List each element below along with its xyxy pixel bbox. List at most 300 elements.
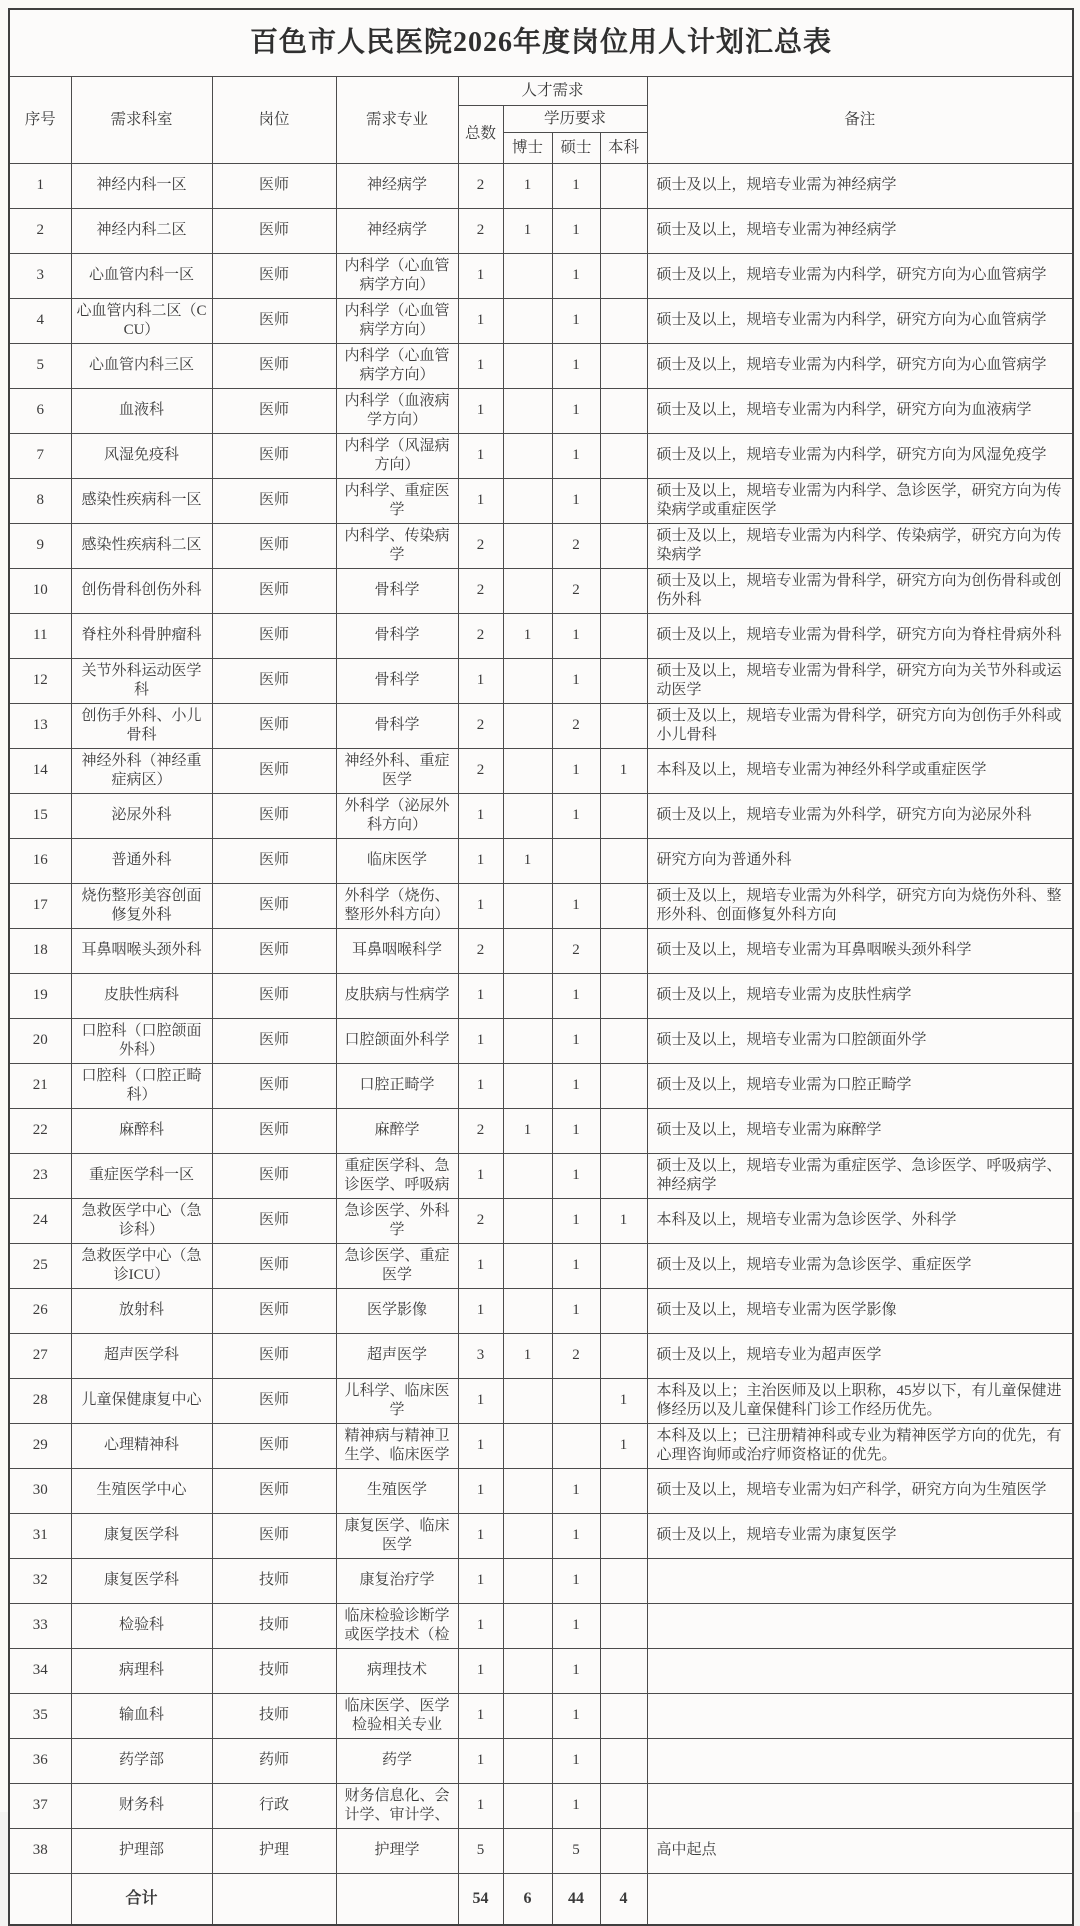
cell-bachelor [600, 1784, 647, 1829]
cell-total: 1 [458, 254, 503, 299]
cell-major: 骨科学 [336, 569, 458, 614]
table-row [9, 884, 1073, 929]
table-row [9, 344, 1073, 389]
cell-phd [503, 974, 552, 1019]
cell-total: 1 [458, 1604, 503, 1649]
cell-remark: 高中起点 [647, 1829, 1073, 1874]
cell-seq: 9 [9, 524, 71, 569]
cell-master: 2 [552, 704, 600, 749]
cell-major: 神经病学 [336, 209, 458, 254]
cell-seq: 34 [9, 1649, 71, 1694]
cell-major: 内科学（风湿病方向） [336, 434, 458, 479]
cell-remark: 硕士及以上，规培专业需为妇产科学，研究方向为生殖医学 [647, 1469, 1073, 1514]
col-header-master: 硕士 [552, 133, 600, 164]
cell-phd [503, 434, 552, 479]
cell-remark: 硕士及以上，规培专业需为耳鼻咽喉头颈外科学 [647, 929, 1073, 974]
cell-remark [647, 1784, 1073, 1829]
cell-master: 1 [552, 1514, 600, 1559]
cell-major: 护理学 [336, 1829, 458, 1874]
cell-master: 1 [552, 659, 600, 704]
cell-seq: 35 [9, 1694, 71, 1739]
cell-department: 心血管内科一区 [71, 254, 212, 299]
cell-phd [503, 659, 552, 704]
table-row [9, 1019, 1073, 1064]
cell-major: 耳鼻咽喉科学 [336, 929, 458, 974]
cell-remark: 硕士及以上，规培专业为超声医学 [647, 1334, 1073, 1379]
cell-total: 1 [458, 794, 503, 839]
cell-major: 药学 [336, 1739, 458, 1784]
cell-bachelor [600, 839, 647, 884]
cell-remark: 硕士及以上，规培专业需为康复医学 [647, 1514, 1073, 1559]
cell-master: 1 [552, 794, 600, 839]
cell-remark: 硕士及以上，规培专业需为神经病学 [647, 164, 1073, 209]
cell-seq: 10 [9, 569, 71, 614]
cell-position: 行政 [212, 1784, 336, 1829]
title-row [9, 9, 1073, 77]
cell-position: 医师 [212, 1289, 336, 1334]
cell-total: 1 [458, 1289, 503, 1334]
cell-department: 感染性疾病科二区 [71, 524, 212, 569]
col-header-remark: 备注 [647, 77, 1073, 164]
cell-position: 医师 [212, 659, 336, 704]
cell-seq: 22 [9, 1109, 71, 1154]
cell-position: 医师 [212, 164, 336, 209]
cell-position: 医师 [212, 1514, 336, 1559]
cell-master: 5 [552, 1829, 600, 1874]
cell-phd [503, 1739, 552, 1784]
cell-remark: 硕士及以上，规培专业需为骨科学，研究方向为关节外科或运动医学 [647, 659, 1073, 704]
cell-phd [503, 1199, 552, 1244]
cell-master: 1 [552, 1694, 600, 1739]
cell-department: 神经内科一区 [71, 164, 212, 209]
cell-total: 1 [458, 1514, 503, 1559]
cell-remark: 硕士及以上，规培专业需为外科学，研究方向为泌尿外科 [647, 794, 1073, 839]
table-row [9, 704, 1073, 749]
cell-remark: 本科及以上；主治医师及以上职称，45岁以下，有儿童保健进修经历以及儿童保健科门诊工作经历优先。 [647, 1379, 1073, 1424]
cell-seq: 28 [9, 1379, 71, 1424]
total-bachelor: 4 [600, 1874, 647, 1926]
cell-position: 医师 [212, 209, 336, 254]
cell-major [336, 1874, 458, 1926]
cell-master: 1 [552, 1784, 600, 1829]
cell-seq: 8 [9, 479, 71, 524]
cell-bachelor [600, 479, 647, 524]
cell-position: 医师 [212, 254, 336, 299]
cell-total: 1 [458, 1154, 503, 1199]
cell-seq: 15 [9, 794, 71, 839]
table-row [9, 524, 1073, 569]
cell-position: 医师 [212, 479, 336, 524]
cell-master [552, 1424, 600, 1469]
cell-position: 医师 [212, 569, 336, 614]
table-row [9, 1379, 1073, 1424]
cell-department: 脊柱外科骨肿瘤科 [71, 614, 212, 659]
cell-phd [503, 794, 552, 839]
cell-master: 1 [552, 389, 600, 434]
cell-department: 药学部 [71, 1739, 212, 1784]
cell-seq: 5 [9, 344, 71, 389]
cell-master [552, 839, 600, 884]
col-header-seq: 序号 [9, 77, 71, 164]
table-row [9, 1424, 1073, 1469]
cell-total: 1 [458, 1019, 503, 1064]
cell-bachelor [600, 794, 647, 839]
table-row [9, 569, 1073, 614]
cell-position: 医师 [212, 1109, 336, 1154]
cell-remark: 硕士及以上，规培专业需为内科学，研究方向为心血管病学 [647, 344, 1073, 389]
cell-seq: 18 [9, 929, 71, 974]
cell-bachelor [600, 659, 647, 704]
cell-remark: 硕士及以上，规培专业需为内科学，研究方向为心血管病学 [647, 299, 1073, 344]
cell-major: 内科学、重症医学 [336, 479, 458, 524]
cell-total: 2 [458, 929, 503, 974]
cell-remark: 硕士及以上，规培专业需为麻醉学 [647, 1109, 1073, 1154]
cell-position: 医师 [212, 929, 336, 974]
cell-bachelor [600, 1334, 647, 1379]
table-row [9, 659, 1073, 704]
cell-position: 技师 [212, 1649, 336, 1694]
cell-remark: 硕士及以上，规培专业需为内科学、急诊医学，研究方向为传染病学或重症医学 [647, 479, 1073, 524]
cell-master: 1 [552, 344, 600, 389]
cell-remark: 研究方向为普通外科 [647, 839, 1073, 884]
table-row [9, 1649, 1073, 1694]
cell-remark: 硕士及以上，规培专业需为急诊医学、重症医学 [647, 1244, 1073, 1289]
cell-master: 1 [552, 1289, 600, 1334]
cell-phd [503, 389, 552, 434]
cell-phd [503, 1649, 552, 1694]
col-header-department: 需求科室 [71, 77, 212, 164]
cell-total: 2 [458, 209, 503, 254]
cell-bachelor [600, 704, 647, 749]
cell-major: 康复医学、临床医学 [336, 1514, 458, 1559]
cell-total: 1 [458, 1424, 503, 1469]
cell-remark: 硕士及以上，规培专业需为骨科学，研究方向为创伤手外科或小儿骨科 [647, 704, 1073, 749]
cell-seq: 4 [9, 299, 71, 344]
cell-major: 骨科学 [336, 704, 458, 749]
cell-major: 临床检验诊断学或医学技术（检 [336, 1604, 458, 1649]
cell-remark: 本科及以上，规培专业需为急诊医学、外科学 [647, 1199, 1073, 1244]
cell-bachelor: 1 [600, 1379, 647, 1424]
cell-major: 内科学（血液病学方向） [336, 389, 458, 434]
cell-bachelor [600, 1244, 647, 1289]
cell-seq: 23 [9, 1154, 71, 1199]
cell-bachelor [600, 884, 647, 929]
cell-remark: 硕士及以上，规培专业需为重症医学、急诊医学、呼吸病学、神经病学 [647, 1154, 1073, 1199]
cell-department: 急救医学中心（急诊ICU） [71, 1244, 212, 1289]
cell-major: 急诊医学、重症医学 [336, 1244, 458, 1289]
cell-position: 医师 [212, 344, 336, 389]
cell-total: 2 [458, 164, 503, 209]
cell-master: 1 [552, 1469, 600, 1514]
cell-bachelor [600, 614, 647, 659]
table-row [9, 974, 1073, 1019]
cell-position: 医师 [212, 1379, 336, 1424]
cell-master [552, 1379, 600, 1424]
cell-position: 医师 [212, 974, 336, 1019]
cell-master: 1 [552, 209, 600, 254]
cell-department: 康复医学科 [71, 1559, 212, 1604]
table-row [9, 794, 1073, 839]
table-row [9, 839, 1073, 884]
cell-bachelor [600, 299, 647, 344]
cell-phd [503, 1289, 552, 1334]
table-row [9, 1064, 1073, 1109]
cell-master: 2 [552, 569, 600, 614]
cell-position: 医师 [212, 749, 336, 794]
cell-total: 1 [458, 1469, 503, 1514]
cell-phd [503, 1694, 552, 1739]
table-row [9, 254, 1073, 299]
cell-remark [647, 1739, 1073, 1784]
cell-bachelor [600, 524, 647, 569]
col-header-position: 岗位 [212, 77, 336, 164]
cell-remark: 硕士及以上，规培专业需为内科学，研究方向为血液病学 [647, 389, 1073, 434]
cell-seq: 29 [9, 1424, 71, 1469]
cell-total: 1 [458, 1064, 503, 1109]
cell-bachelor [600, 254, 647, 299]
cell-master: 2 [552, 1334, 600, 1379]
cell-bachelor [600, 1514, 647, 1559]
cell-bachelor [600, 1154, 647, 1199]
total-label: 合计 [71, 1874, 212, 1926]
cell-major: 临床医学、医学检验相关专业 [336, 1694, 458, 1739]
cell-master: 1 [552, 254, 600, 299]
table-row [9, 1469, 1073, 1514]
cell-seq: 7 [9, 434, 71, 479]
cell-seq: 20 [9, 1019, 71, 1064]
table-row [9, 1559, 1073, 1604]
cell-total: 1 [458, 1649, 503, 1694]
cell-bachelor [600, 569, 647, 614]
cell-phd [503, 1829, 552, 1874]
cell-seq [9, 1874, 71, 1926]
cell-total: 2 [458, 1109, 503, 1154]
cell-remark: 硕士及以上，规培专业需为内科学、传染病学，研究方向为传染病学 [647, 524, 1073, 569]
cell-phd [503, 749, 552, 794]
cell-total: 1 [458, 1739, 503, 1784]
cell-department: 财务科 [71, 1784, 212, 1829]
cell-seq: 17 [9, 884, 71, 929]
cell-seq: 25 [9, 1244, 71, 1289]
cell-total: 1 [458, 1559, 503, 1604]
cell-seq: 2 [9, 209, 71, 254]
cell-department: 放射科 [71, 1289, 212, 1334]
cell-master: 1 [552, 1244, 600, 1289]
col-header-phd: 博士 [503, 133, 552, 164]
cell-total: 1 [458, 1379, 503, 1424]
cell-phd [503, 704, 552, 749]
cell-seq: 11 [9, 614, 71, 659]
cell-major: 精神病与精神卫生学、临床医学 [336, 1424, 458, 1469]
table-row [9, 1739, 1073, 1784]
total-phd: 6 [503, 1874, 552, 1926]
cell-phd [503, 1604, 552, 1649]
cell-bachelor [600, 209, 647, 254]
cell-position: 医师 [212, 704, 336, 749]
cell-seq: 12 [9, 659, 71, 704]
cell-department: 关节外科运动医学科 [71, 659, 212, 704]
table-row [9, 434, 1073, 479]
cell-major: 内科学（心血管病学方向） [336, 254, 458, 299]
cell-total: 1 [458, 389, 503, 434]
cell-seq: 26 [9, 1289, 71, 1334]
cell-position: 护理 [212, 1829, 336, 1874]
total-master: 44 [552, 1874, 600, 1926]
cell-bachelor [600, 974, 647, 1019]
cell-major: 内科学（心血管病学方向） [336, 299, 458, 344]
cell-seq: 37 [9, 1784, 71, 1829]
total-count: 54 [458, 1874, 503, 1926]
col-header-major: 需求专业 [336, 77, 458, 164]
cell-bachelor [600, 1694, 647, 1739]
cell-phd [503, 524, 552, 569]
cell-bachelor [600, 1064, 647, 1109]
cell-phd [503, 1424, 552, 1469]
cell-department: 神经外科（神经重症病区） [71, 749, 212, 794]
cell-department: 康复医学科 [71, 1514, 212, 1559]
cell-position: 技师 [212, 1559, 336, 1604]
cell-master: 2 [552, 524, 600, 569]
cell-position: 医师 [212, 1154, 336, 1199]
cell-bachelor [600, 1469, 647, 1514]
cell-remark: 本科及以上，规培专业需为神经外科学或重症医学 [647, 749, 1073, 794]
cell-position: 医师 [212, 614, 336, 659]
cell-remark: 硕士及以上，规培专业需为口腔颌面外学 [647, 1019, 1073, 1064]
cell-remark: 硕士及以上，规培专业需为口腔正畸学 [647, 1064, 1073, 1109]
cell-major: 超声医学 [336, 1334, 458, 1379]
cell-phd: 1 [503, 209, 552, 254]
cell-phd: 1 [503, 839, 552, 884]
cell-position: 医师 [212, 389, 336, 434]
cell-total: 1 [458, 884, 503, 929]
cell-remark [647, 1559, 1073, 1604]
cell-master: 1 [552, 749, 600, 794]
cell-total: 1 [458, 974, 503, 1019]
cell-total: 1 [458, 434, 503, 479]
cell-phd [503, 344, 552, 389]
cell-major: 皮肤病与性病学 [336, 974, 458, 1019]
cell-department: 检验科 [71, 1604, 212, 1649]
cell-seq: 31 [9, 1514, 71, 1559]
cell-department: 心血管内科三区 [71, 344, 212, 389]
total-row [9, 1874, 1073, 1926]
cell-total: 1 [458, 479, 503, 524]
cell-major: 重症医学科、急诊医学、呼吸病 [336, 1154, 458, 1199]
cell-master: 1 [552, 1604, 600, 1649]
cell-phd: 1 [503, 164, 552, 209]
cell-department: 风湿免疫科 [71, 434, 212, 479]
cell-bachelor: 1 [600, 1424, 647, 1469]
cell-total: 2 [458, 749, 503, 794]
table-row [9, 1289, 1073, 1334]
cell-bachelor: 1 [600, 1199, 647, 1244]
cell-position: 医师 [212, 524, 336, 569]
table-row [9, 164, 1073, 209]
col-header-edu-req: 学历要求 [503, 106, 647, 133]
cell-department: 泌尿外科 [71, 794, 212, 839]
cell-position: 医师 [212, 839, 336, 884]
cell-master: 1 [552, 884, 600, 929]
cell-seq: 16 [9, 839, 71, 884]
cell-total: 2 [458, 1199, 503, 1244]
cell-department: 普通外科 [71, 839, 212, 884]
cell-major: 临床医学 [336, 839, 458, 884]
table-body [9, 164, 1073, 1874]
cell-bachelor [600, 1289, 647, 1334]
cell-total: 3 [458, 1334, 503, 1379]
cell-major: 神经病学 [336, 164, 458, 209]
cell-total: 1 [458, 1784, 503, 1829]
cell-major: 医学影像 [336, 1289, 458, 1334]
cell-position: 药师 [212, 1739, 336, 1784]
cell-remark [647, 1604, 1073, 1649]
cell-major: 外科学（烧伤、整形外科方向） [336, 884, 458, 929]
cell-department: 创伤手外科、小儿骨科 [71, 704, 212, 749]
cell-position: 医师 [212, 1334, 336, 1379]
recruitment-plan-table [8, 8, 1074, 1926]
cell-department: 儿童保健康复中心 [71, 1379, 212, 1424]
cell-total: 1 [458, 299, 503, 344]
cell-seq: 24 [9, 1199, 71, 1244]
cell-position: 医师 [212, 1019, 336, 1064]
cell-department: 超声医学科 [71, 1334, 212, 1379]
cell-seq: 14 [9, 749, 71, 794]
table-row [9, 1154, 1073, 1199]
cell-major: 外科学（泌尿外科方向） [336, 794, 458, 839]
cell-position: 医师 [212, 1244, 336, 1289]
cell-major: 神经外科、重症医学 [336, 749, 458, 794]
cell-remark [647, 1694, 1073, 1739]
cell-master: 1 [552, 1064, 600, 1109]
cell-phd [503, 1019, 552, 1064]
cell-position: 医师 [212, 1469, 336, 1514]
table-row [9, 614, 1073, 659]
cell-position: 医师 [212, 299, 336, 344]
cell-total: 5 [458, 1829, 503, 1874]
cell-position: 医师 [212, 1199, 336, 1244]
cell-total: 2 [458, 569, 503, 614]
cell-master: 1 [552, 479, 600, 524]
table-row [9, 479, 1073, 524]
cell-phd [503, 1379, 552, 1424]
cell-major: 内科学、传染病学 [336, 524, 458, 569]
cell-department: 烧伤整形美容创面修复外科 [71, 884, 212, 929]
cell-remark: 硕士及以上，规培专业需为骨科学，研究方向为创伤骨科或创伤外科 [647, 569, 1073, 614]
table-row [9, 1334, 1073, 1379]
cell-phd [503, 929, 552, 974]
cell-total: 2 [458, 704, 503, 749]
cell-major: 康复治疗学 [336, 1559, 458, 1604]
cell-seq: 36 [9, 1739, 71, 1784]
cell-department: 护理部 [71, 1829, 212, 1874]
cell-remark [647, 1649, 1073, 1694]
cell-major: 麻醉学 [336, 1109, 458, 1154]
table-row [9, 1244, 1073, 1289]
cell-bachelor [600, 1559, 647, 1604]
cell-department: 口腔科（口腔正畸科） [71, 1064, 212, 1109]
cell-major: 急诊医学、外科学 [336, 1199, 458, 1244]
cell-department: 麻醉科 [71, 1109, 212, 1154]
cell-department: 口腔科（口腔颌面外科） [71, 1019, 212, 1064]
table-row [9, 1604, 1073, 1649]
cell-total: 1 [458, 344, 503, 389]
cell-major: 儿科学、临床医学 [336, 1379, 458, 1424]
cell-department: 心理精神科 [71, 1424, 212, 1469]
cell-remark: 硕士及以上，规培专业需为医学影像 [647, 1289, 1073, 1334]
cell-seq: 32 [9, 1559, 71, 1604]
cell-phd [503, 569, 552, 614]
cell-bachelor [600, 1739, 647, 1784]
